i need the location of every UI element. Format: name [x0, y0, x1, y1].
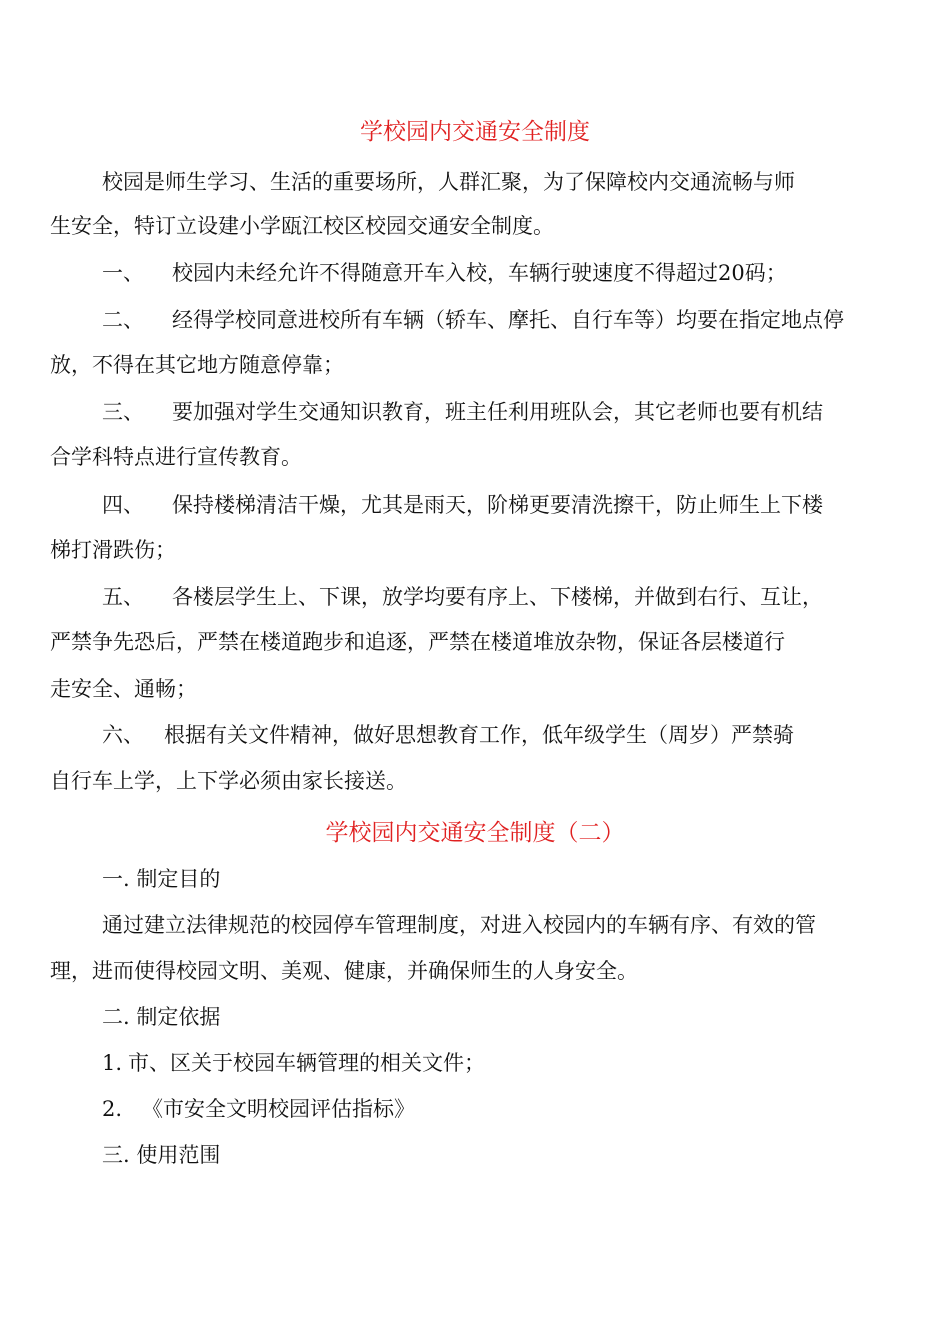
- item-6-line-2: 自行车上学，上下学必须由家长接送。: [50, 769, 407, 793]
- section1-title: 学校园内交通安全制度: [360, 119, 590, 145]
- intro-line-2: 生安全，特订立设建小学瓯江校区校园交通安全制度。: [50, 214, 554, 238]
- basis-item-2-text: 《市安全文明校园评估指标》: [142, 1097, 415, 1121]
- item-5-number: 五、: [102, 585, 144, 609]
- item-3-number: 三、: [102, 400, 144, 424]
- item-2-line-1: [102, 305, 844, 335]
- item-6-line-1: [102, 720, 794, 750]
- basis-item-1-text: 市、区关于校园车辆管理的相关文件；: [128, 1051, 485, 1075]
- item-3-line-2: 合学科特点进行宣传教育。: [50, 445, 302, 469]
- item-4-line-2: 梯打滑跌伤；: [50, 538, 176, 562]
- item-6-text: 根据有关文件精神，做好思想教育工作，低年级学生（周岁）严禁骑: [164, 723, 794, 747]
- purpose-line-2: 理，进而使得校园文明、美观、健康，并确保师生的人身安全。: [50, 959, 638, 983]
- intro-line-1: 校园是师生学习、生活的重要场所，人群汇聚，为了保障校内交通流畅与师: [102, 170, 795, 194]
- basis-item-2: [102, 1094, 415, 1124]
- item-1: [102, 258, 787, 288]
- item-5-text: 各楼层学生上、下课，放学均要有序上、下楼梯，并做到右行、互让，: [172, 585, 823, 609]
- item-2-text: 经得学校同意进校所有车辆（轿车、摩托、自行车等）均要在指定地点停: [172, 308, 844, 332]
- basis-item-2-number: 2.: [102, 1097, 123, 1121]
- heading-basis: 二. 制定依据: [102, 1005, 221, 1029]
- item-1-text: 校园内未经允许不得随意开车入校，车辆行驶速度不得超过20码；: [172, 261, 787, 285]
- item-3-text: 要加强对学生交通知识教育，班主任利用班队会，其它老师也要有机结: [172, 400, 823, 424]
- item-5-line-2: 严禁争先恐后，严禁在楼道跑步和追逐，严禁在楼道堆放杂物，保证各层楼道行: [50, 630, 785, 654]
- section2-title: 学校园内交通安全制度（二）: [325, 820, 625, 846]
- item-1-number: 一、: [102, 261, 144, 285]
- purpose-line-1: 通过建立法律规范的校园停车管理制度，对进入校园内的车辆有序、有效的管: [102, 913, 816, 937]
- heading-purpose: 一. 制定目的: [102, 867, 221, 891]
- basis-item-1: [102, 1048, 485, 1078]
- heading-scope: 三. 使用范围: [102, 1143, 221, 1167]
- item-4-number: 四、: [102, 493, 144, 517]
- item-4-text: 保持楼梯清洁干燥，尤其是雨天，阶梯更要清洗擦干，防止师生上下楼: [172, 493, 823, 517]
- basis-item-1-number: 1.: [102, 1051, 123, 1075]
- item-3-line-1: [102, 397, 823, 427]
- item-2-number: 二、: [102, 308, 144, 332]
- item-6-number: 六、: [102, 723, 144, 747]
- item-4-line-1: [102, 490, 823, 520]
- item-5-line-3: 走安全、通畅；: [50, 677, 197, 701]
- item-2-line-2: 放，不得在其它地方随意停靠；: [50, 353, 344, 377]
- item-5-line-1: [102, 582, 823, 612]
